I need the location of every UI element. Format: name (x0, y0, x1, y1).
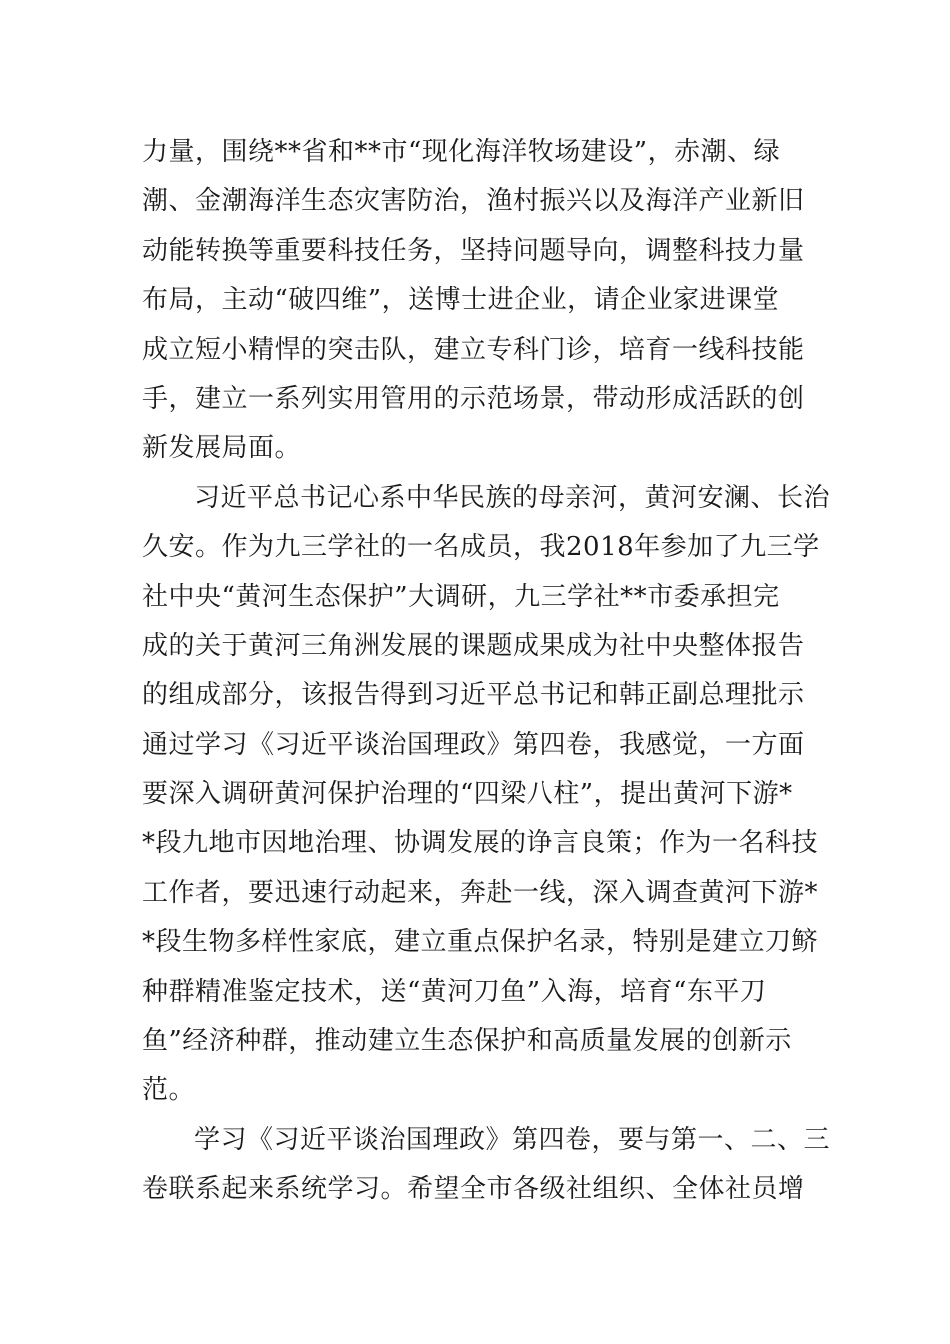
paragraph-line: *段生物多样性家底，建立重点保护名录，特别是建立刀鲚 (142, 927, 819, 958)
paragraph-line: 工作者，要迅速行动起来，奔赴一线，深入调查黄河下游* (142, 877, 819, 908)
paragraph-line: 种群精准鉴定技术，送“黄河刀鱼”入海，培育“东平刀 (142, 976, 767, 1007)
paragraph-line: 鱼”经济种群，推动建立生态保护和高质量发展的创新示 (142, 1026, 792, 1057)
paragraph-line: 新发展局面。 (142, 433, 302, 464)
paragraph-line: 力量，围绕**省和**市“现化海洋牧场建设”，赤潮、绿 (142, 137, 781, 167)
paragraph-line: 习近平总书记心系中华民族的母亲河，黄河安澜、长治 (194, 482, 831, 513)
paragraph-line: *段九地市因地治理、协调发展的诤言良策；作为一名科技 (142, 828, 819, 859)
paragraph-line: 手，建立一系列实用管用的示范场景，带动形成活跃的创 (142, 383, 805, 414)
paragraph-line: 卷联系起来系统学习。希望全市各级社组织、全体社员增 (142, 1174, 805, 1205)
paragraph-line: 社中央“黄河生态保护”大调研，九三学社**市委承担完 (142, 581, 780, 612)
paragraph-line: 通过学习《习近平谈治国理政》第四卷，我感觉，一方面 (142, 729, 805, 760)
paragraph-line: 学习《习近平谈治国理政》第四卷，要与第一、二、三 (194, 1124, 831, 1155)
paragraph-line: 动能转换等重要科技任务，坚持问题导向，调整科技力量 (142, 235, 805, 266)
paragraph-1 (142, 128, 812, 474)
paragraph-line: 要深入调研黄河保护治理的“四梁八柱”，提出黄河下游* (142, 779, 793, 810)
paragraph-line: 成的关于黄河三角洲发展的课题成果成为社中央整体报告 (142, 630, 805, 661)
paragraph-3 (142, 1116, 831, 1215)
paragraph-2 (142, 474, 831, 1116)
document-body (142, 128, 831, 1215)
paragraph-line: 的组成部分，该报告得到习近平总书记和韩正副总理批示 (142, 680, 805, 711)
paragraph-line: 成立短小精悍的突击队，建立专科门诊，培育一线科技能 (142, 334, 805, 365)
paragraph-line: 范。 (142, 1075, 196, 1106)
paragraph-line: 潮、金潮海洋生态灾害防治，渔村振兴以及海洋产业新旧 (142, 186, 805, 217)
paragraph-line: 久安。作为九三学社的一名成员，我2018年参加了九三学 (142, 532, 820, 563)
paragraph-line: 布局，主动“破四维”，送博士进企业，请企业家进课堂 (142, 285, 780, 316)
